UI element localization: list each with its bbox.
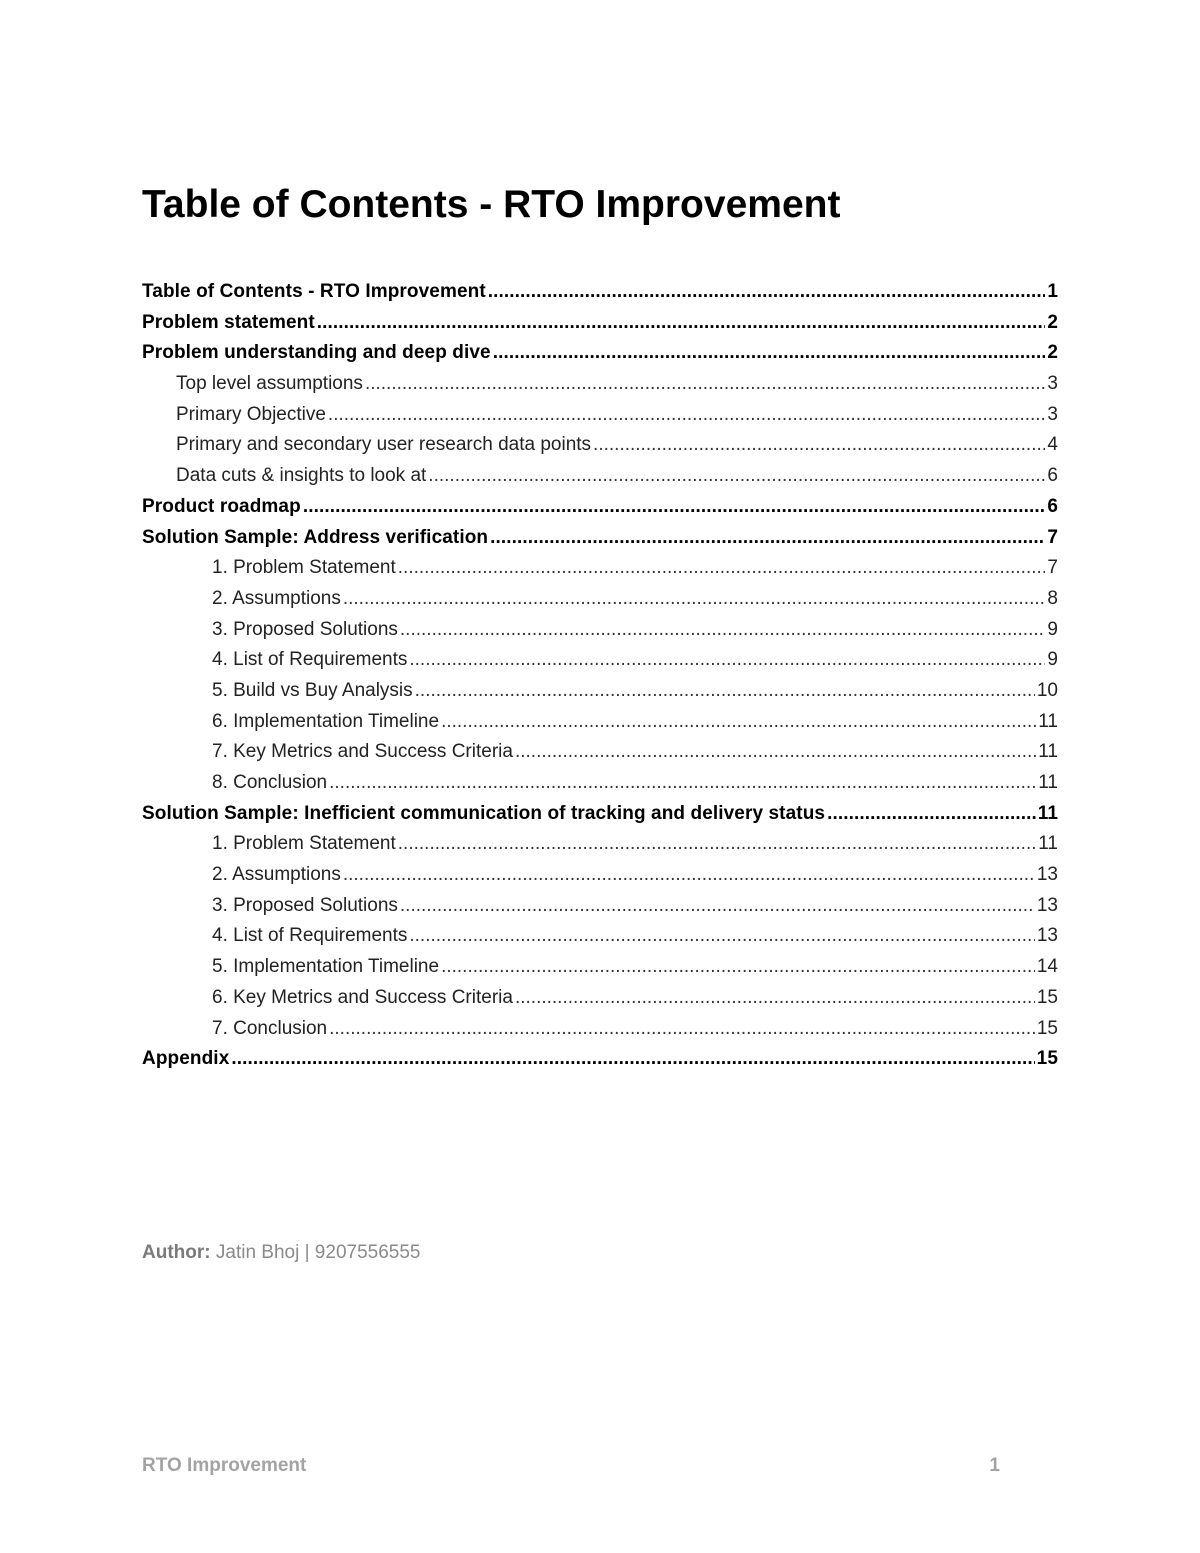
toc-page-number: 3 [1047,403,1058,425]
author-value: Jatin Bhoj | 9207556555 [210,1242,421,1263]
toc-entry-text: 1. Problem Statement [212,833,396,855]
author-label: Author: [142,1242,211,1263]
toc-entry-text: 6. Key Metrics and Success Criteria [212,986,513,1008]
toc-page-number: 14 [1036,956,1058,978]
toc-entry[interactable] [142,983,1058,1014]
toc-dot-leader [428,461,1045,492]
toc-entry-text: 5. Build vs Buy Analysis [212,679,413,701]
page-footer [142,1455,1000,1477]
toc-dot-leader [400,891,1035,922]
toc-page-number: 13 [1036,925,1058,947]
toc-entry[interactable] [142,430,1058,461]
toc-entry[interactable] [142,338,1058,369]
toc-page-number: 11 [1038,710,1058,732]
toc-entry-text: 6. Implementation Timeline [212,710,440,732]
toc-page-number: 2 [1047,342,1058,364]
toc-entry-text: 5. Implementation Timeline [212,956,440,978]
toc-dot-leader [365,369,1045,400]
toc-page-number: 15 [1036,986,1058,1008]
footer-title: RTO Improvement [142,1455,307,1476]
toc-page-number: 11 [1038,741,1058,763]
toc-page-number: 6 [1047,495,1058,517]
toc-dot-leader [398,553,1046,584]
toc-dot-leader [231,1044,1034,1075]
toc-entry[interactable] [142,921,1058,952]
toc-entry[interactable] [142,400,1058,431]
page-title: Table of Contents - RTO Improvement [142,183,841,226]
toc-page-number: 6 [1047,465,1058,487]
toc-entry[interactable] [142,553,1058,584]
toc-dot-leader [515,737,1036,768]
toc-entry[interactable] [142,615,1058,646]
toc-entry[interactable] [142,829,1058,860]
toc-entry[interactable] [142,707,1058,738]
toc-page-number: 15 [1036,1048,1058,1070]
toc-page-number: 2 [1047,311,1058,333]
toc-entry-text: Data cuts & insights to look at [176,465,427,487]
toc-page-number: 13 [1036,894,1058,916]
toc-entry[interactable] [142,277,1058,308]
toc-entry-text: Solution Sample: Address verification [142,526,489,548]
toc-dot-leader [488,277,1046,308]
toc-page-number: 10 [1036,679,1058,701]
toc-entry-text: 8. Conclusion [212,772,328,793]
toc-entry-text: Problem statement [142,311,315,333]
toc-entry-text: 2. Assumptions [212,587,341,609]
toc-entry-text: 3. Proposed Solutions [212,894,398,916]
toc-page-number: 11 [1037,802,1058,824]
toc-entry[interactable] [142,737,1058,768]
toc-dot-leader [329,1014,1035,1045]
toc-entry-text: 3. Proposed Solutions [212,618,398,640]
toc-entry-text: Appendix [142,1048,230,1070]
toc-entry-text: Top level assumptions [176,373,363,395]
toc-entry-text: Primary Objective [176,403,326,425]
toc-dot-leader [441,952,1035,983]
table-of-contents [142,277,1058,1075]
toc-entry-text: 4. List of Requirements [212,925,408,947]
toc-entry[interactable] [142,676,1058,707]
toc-dot-leader [493,338,1046,369]
toc-entry[interactable] [142,952,1058,983]
toc-entry[interactable] [142,1044,1058,1075]
toc-entry[interactable] [142,584,1058,615]
toc-page-number: 1 [1047,281,1058,302]
toc-entry[interactable] [142,645,1058,676]
toc-entry-text: 4. List of Requirements [212,649,408,671]
toc-entry-text: Table of Contents - RTO Improvement [142,281,486,302]
toc-entry-text: 1. Problem Statement [212,557,396,579]
toc-entry[interactable] [142,891,1058,922]
toc-dot-leader [415,676,1035,707]
toc-entry[interactable] [142,492,1058,523]
toc-dot-leader [593,430,1045,461]
toc-dot-leader [343,584,1046,615]
toc-page-number: 3 [1047,373,1058,395]
toc-entry-text: Solution Sample: Inefficient communication of tracking and delivery status [142,802,826,824]
toc-dot-leader [317,308,1046,339]
toc-page-number: 11 [1038,772,1058,793]
toc-dot-leader [827,799,1036,830]
toc-dot-leader [343,860,1035,891]
toc-entry-text: Product roadmap [142,495,301,517]
toc-page-number: 7 [1047,557,1058,579]
toc-page-number: 15 [1036,1017,1058,1039]
author-line [142,1242,420,1264]
toc-dot-leader [515,983,1035,1014]
toc-entry[interactable] [142,308,1058,339]
toc-dot-leader [328,400,1046,431]
toc-dot-leader [400,615,1046,646]
toc-dot-leader [409,645,1045,676]
toc-dot-leader [490,523,1045,554]
toc-page-number: 4 [1047,434,1058,456]
toc-entry-text: 2. Assumptions [212,864,341,886]
toc-page-number: 9 [1047,649,1058,671]
toc-dot-leader [329,768,1036,799]
toc-entry-text: 7. Conclusion [212,1017,328,1039]
toc-entry[interactable] [142,369,1058,400]
toc-entry-text: Primary and secondary user research data points [176,434,592,456]
toc-entry[interactable] [142,860,1058,891]
toc-page-number: 9 [1047,618,1058,640]
toc-dot-leader [409,921,1034,952]
toc-entry[interactable] [142,461,1058,492]
toc-dot-leader [303,492,1046,523]
footer-page-number: 1 [989,1455,1000,1476]
toc-entry-text: Problem understanding and deep dive [142,342,491,364]
toc-entry[interactable] [142,1014,1058,1045]
toc-page-number: 13 [1036,864,1058,886]
toc-dot-leader [398,829,1037,860]
toc-entry-text: 7. Key Metrics and Success Criteria [212,741,513,763]
toc-page-number: 7 [1047,526,1058,548]
toc-page-number: 11 [1038,833,1058,855]
toc-entry[interactable] [142,768,1058,799]
toc-dot-leader [441,707,1036,738]
toc-entry[interactable] [142,523,1058,554]
toc-entry[interactable] [142,799,1058,830]
toc-page-number: 8 [1047,587,1058,609]
